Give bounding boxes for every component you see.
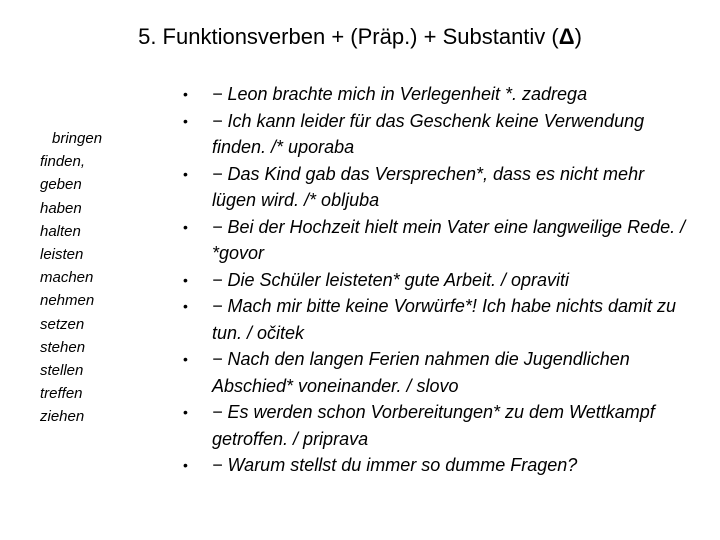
verb-item: halten: [40, 222, 81, 240]
verb-item: machen: [40, 269, 94, 287]
example-list: [183, 81, 693, 479]
example-item: [183, 293, 693, 346]
verb-item: nehmen: [40, 292, 95, 310]
example-item: [183, 161, 693, 214]
bullet-icon: •: [183, 457, 188, 473]
example-text: − Nach den langen Ferien nahmen die Jugendlichen Abschied* voneinander. / slovo: [212, 349, 630, 396]
example-item: [183, 81, 693, 108]
verb-item: leisten: [40, 246, 84, 264]
bullet-icon: •: [183, 271, 188, 288]
example-text: − Ich kann leider für das Geschenk keine Verwendung finden. /* uporaba: [212, 110, 645, 157]
bullet-icon: •: [183, 218, 188, 235]
example-text: − Die Schüler leisteten* gute Arbeit. / opraviti: [212, 269, 570, 290]
verb-item: ziehen: [40, 408, 85, 426]
example-text: − Es werden schon Vorbereitungen* zu dem Wettkampf getroffen. / priprava: [212, 402, 655, 449]
verb-item: haben: [40, 199, 82, 217]
verb-item: stellen: [40, 362, 84, 380]
example-text: − Das Kind gab das Versprechen*, dass es nicht mehr lügen wird. /* obljuba: [212, 163, 645, 210]
verb-item: setzen: [40, 315, 85, 333]
example-item: [183, 214, 693, 267]
verb-item: treffen: [40, 385, 83, 403]
delta-symbol: Δ: [558, 24, 575, 49]
bullet-icon: •: [183, 86, 188, 102]
verb-item: bringen: [52, 130, 103, 147]
example-text: − Bei der Hochzeit hielt mein Vater eine langweilige Rede. / *govor: [212, 216, 686, 263]
example-item: [183, 108, 693, 161]
bullet-icon: •: [183, 165, 188, 182]
verb-item: geben: [40, 176, 82, 194]
example-item: [183, 452, 693, 479]
example-item: [183, 399, 693, 452]
bullet-icon: •: [183, 351, 188, 367]
example-item: [183, 346, 693, 399]
verb-item: stehen: [40, 338, 86, 356]
example-item: [183, 267, 693, 294]
bullet-icon: •: [183, 112, 188, 129]
verb-list: [40, 127, 102, 429]
verb-item: finden,: [40, 153, 86, 171]
slide-title: [0, 22, 720, 52]
title-text: 5. Funktionsverben + (Präp.) + Substantiv (: [138, 24, 559, 49]
example-text: − Leon brachte mich in Verlegenheit *. zadrega: [212, 84, 588, 104]
example-text: − Warum stellst du immer so dumme Fragen?: [212, 455, 578, 475]
bullet-icon: •: [183, 298, 188, 314]
title-closing: ): [574, 24, 582, 49]
bullet-icon: •: [183, 404, 188, 420]
example-text: − Mach mir bitte keine Vorwürfe*! Ich habe nichts damit zu tun. / očitek: [212, 296, 677, 343]
